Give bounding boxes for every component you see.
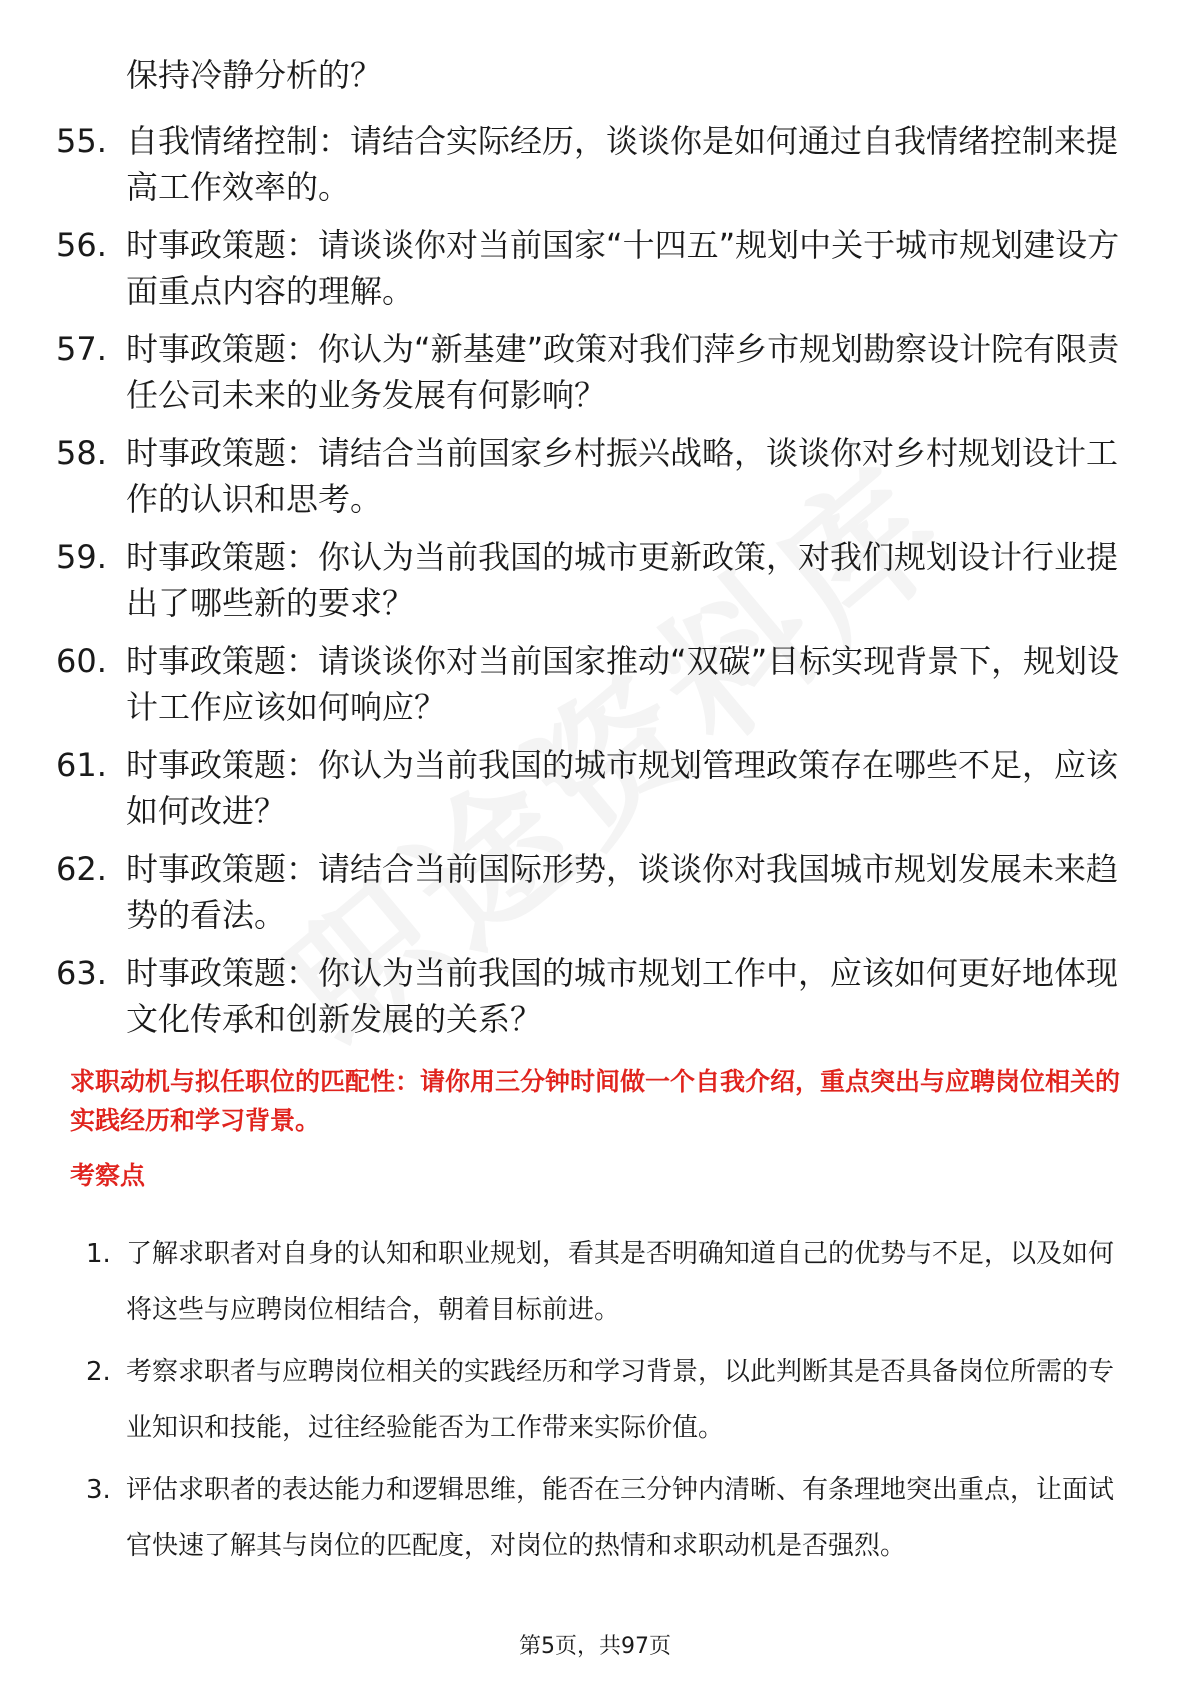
question-number: 59.	[56, 538, 107, 576]
continuation-text: 保持冷静分析的？	[126, 56, 383, 94]
question-number: 55.	[56, 122, 107, 160]
question-number: 61.	[56, 746, 107, 784]
assessment-point	[86, 1344, 1136, 1456]
question-text: 时事政策题：请结合当前国际形势，谈谈你对我国城市规划发展未来趋势的看法。	[126, 850, 1119, 934]
question-number: 57.	[56, 330, 107, 368]
question-item	[56, 638, 1136, 730]
question-text: 时事政策题：请谈谈你对当前国家“十四五”规划中关于城市规划建设方面重点内容的理解。	[126, 226, 1120, 310]
question-text: 时事政策题：请谈谈你对当前国家推动“双碳”目标实现背景下，规划设计工作应该如何响应？	[126, 642, 1120, 726]
question-item	[56, 430, 1136, 522]
point-number: 1.	[86, 1239, 111, 1269]
section-heading: 考察点	[70, 1161, 146, 1190]
question-item	[56, 846, 1136, 938]
assessment-point	[86, 1462, 1136, 1574]
question-item	[56, 950, 1136, 1042]
question-text: 时事政策题：你认为当前我国的城市规划管理政策存在哪些不足，应该如何改进？	[126, 746, 1119, 830]
question-text: 时事政策题：你认为当前我国的城市规划工作中，应该如何更好地体现文化传承和创新发展的关系？	[126, 954, 1119, 1038]
question-text: 自我情绪控制：请结合实际经历，谈谈你是如何通过自我情绪控制来提高工作效率的。	[126, 122, 1119, 206]
question-item	[56, 742, 1136, 834]
page-footer: 第5页，共97页	[519, 1634, 671, 1659]
question-number: 56.	[56, 226, 107, 264]
question-text: 时事政策题：你认为“新基建”政策对我们萍乡市规划勘察设计院有限责任公司未来的业务发展有何影响？	[126, 330, 1120, 414]
question-item	[56, 326, 1136, 418]
highlight-question: 求职动机与拟任职位的匹配性：请你用三分钟时间做一个自我介绍，重点突出与应聘岗位相关的实践经历和学习背景。	[70, 1067, 1121, 1135]
point-text: 考察求职者与应聘岗位相关的实践经历和学习背景，以此判断其是否具备岗位所需的专业知识和技能，过往经验能否为工作带来实际价值。	[126, 1357, 1115, 1443]
question-number: 62.	[56, 850, 107, 888]
question-item	[56, 222, 1136, 314]
question-number: 63.	[56, 954, 107, 992]
assessment-point	[86, 1226, 1136, 1338]
question-text: 时事政策题：你认为当前我国的城市更新政策，对我们规划设计行业提出了哪些新的要求？	[126, 538, 1119, 622]
point-number: 3.	[86, 1475, 111, 1505]
point-text: 评估求职者的表达能力和逻辑思维，能否在三分钟内清晰、有条理地突出重点，让面试官快速了解其与岗位的匹配度，对岗位的热情和求职动机是否强烈。	[126, 1475, 1115, 1561]
question-number: 60.	[56, 642, 107, 680]
question-item	[56, 534, 1136, 626]
point-text: 了解求职者对自身的认知和职业规划，看其是否明确知道自己的优势与不足，以及如何将这些与应聘岗位相结合，朝着目标前进。	[126, 1239, 1115, 1325]
question-item	[56, 118, 1136, 210]
question-text: 时事政策题：请结合当前国家乡村振兴战略，谈谈你对乡村规划设计工作的认识和思考。	[126, 434, 1119, 518]
question-number: 58.	[56, 434, 107, 472]
question-list	[56, 118, 1136, 1054]
assessment-points-list	[86, 1226, 1136, 1580]
point-number: 2.	[86, 1357, 111, 1387]
